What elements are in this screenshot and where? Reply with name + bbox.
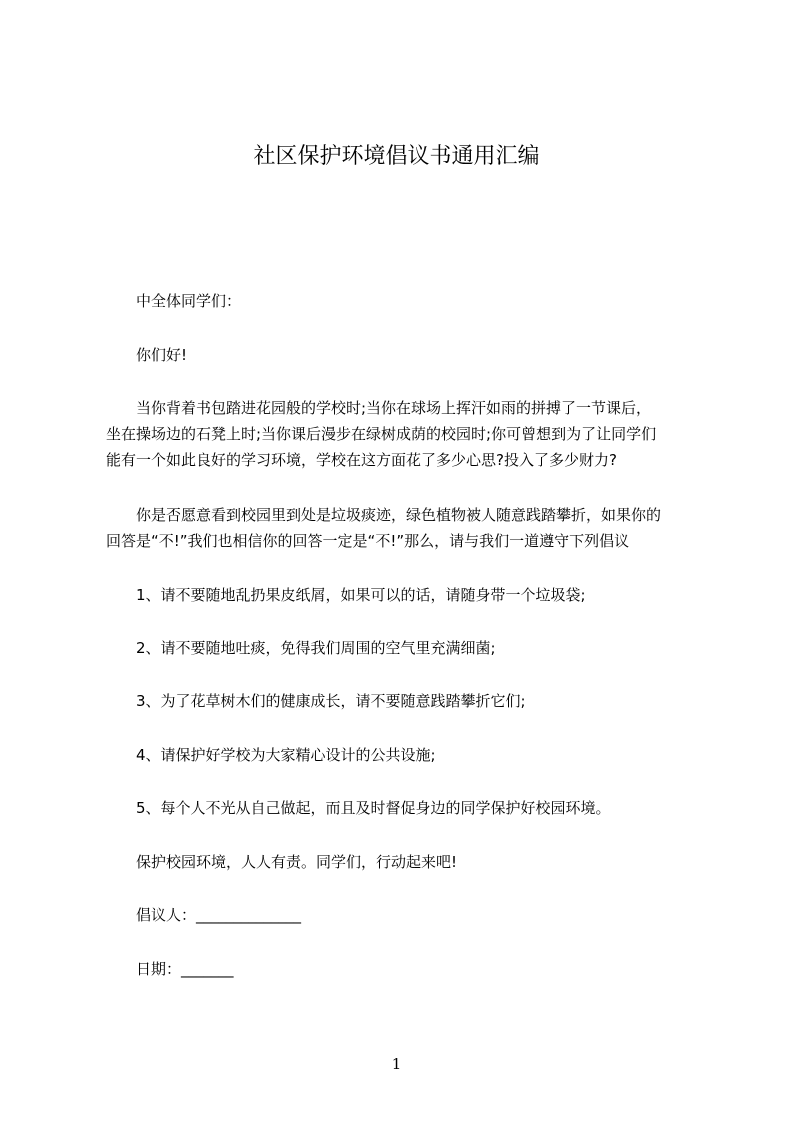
salutation: 中全体同学们： [136,292,242,310]
paragraph-2-line-2: 回答是“不!”我们也相信你的回答一定是“不!”那么，请与我们一道遵守下列倡议 [106,532,630,550]
proposer-signature-line: 倡议人：______________ [136,906,302,924]
date-line: 日期：_______ [136,960,234,978]
proposal-item-1: 1、请不要随地乱扔果皮纸屑，如果可以的话，请随身带一个垃圾袋; [136,586,586,604]
paragraph-1 [106,395,700,473]
paragraph-2-line-1: 你是否愿意看到校园里到处是垃圾痰迹，绿色植物被人随意践踏攀折，如果你的 [136,506,662,524]
proposal-item-4: 4、请保护好学校为大家精心设计的公共设施; [136,746,436,764]
paragraph-1-line-1: 当你背着书包踏进花园般的学校时;当你在球场上挥汗如雨的拼搏了一节课后， [136,399,652,417]
document-title: 社区保护环境倡议书通用汇编 [253,144,540,169]
proposal-item-3: 3、为了花草树木们的健康成长，请不要随意践踏攀折它们; [136,692,526,710]
closing-line: 保护校园环境，人人有责。同学们，行动起来吧! [136,853,458,871]
paragraph-1-line-2: 坐在操场边的石凳上时;当你课后漫步在绿树成荫的校园时;你可曾想到为了让同学们 [106,425,657,443]
proposal-item-5: 5、每个人不光从自己做起，而且及时督促身边的同学保护好校园环境。 [136,799,611,817]
page-number: 1 [391,1055,402,1073]
paragraph-1-line-3: 能有一个如此良好的学习环境，学校在这方面花了多少心思?投入了多少财力? [106,451,617,469]
paragraph-2 [106,502,700,554]
greeting: 你们好! [136,346,188,364]
proposal-item-2: 2、请不要随地吐痰，免得我们周围的空气里充满细菌; [136,639,496,657]
